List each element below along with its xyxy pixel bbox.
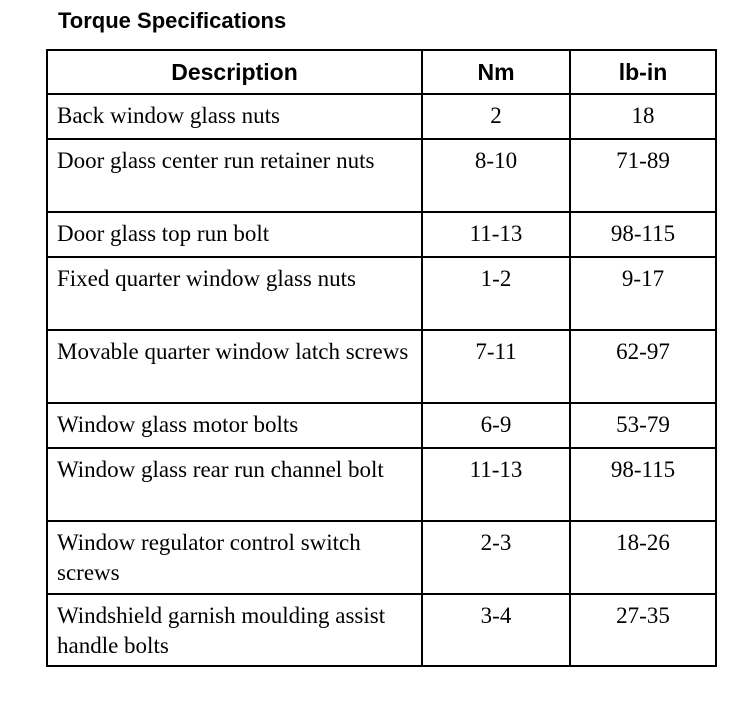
row-description: Windshield garnish moulding assist handle bolts (47, 594, 422, 666)
row-description: Back window glass nuts (47, 94, 422, 139)
row-lbin: 53-79 (570, 403, 716, 448)
table-row (47, 257, 716, 330)
row-lbin: 98-115 (570, 448, 716, 521)
table-row (47, 330, 716, 403)
table-row (47, 448, 716, 521)
row-lbin: 18-26 (570, 521, 716, 594)
row-description: Window glass rear run channel bolt (47, 448, 422, 521)
row-description: Movable quarter window latch screws (47, 330, 422, 403)
row-description: Fixed quarter window glass nuts (47, 257, 422, 330)
row-nm: 1-2 (422, 257, 570, 330)
row-lbin: 62-97 (570, 330, 716, 403)
table-header-row (47, 50, 716, 94)
row-description: Door glass center run retainer nuts (47, 139, 422, 212)
header-lbin: lb-in (570, 50, 716, 94)
row-lbin: 98-115 (570, 212, 716, 257)
row-lbin: 27-35 (570, 594, 716, 666)
row-nm: 2-3 (422, 521, 570, 594)
table-row (47, 139, 716, 212)
table-row (47, 403, 716, 448)
row-lbin: 18 (570, 94, 716, 139)
row-nm: 11-13 (422, 448, 570, 521)
table-row (47, 594, 716, 666)
row-description: Window regulator control switch screws (47, 521, 422, 594)
header-description: Description (47, 50, 422, 94)
torque-spec-table (46, 49, 717, 667)
row-nm: 3-4 (422, 594, 570, 666)
row-description: Door glass top run bolt (47, 212, 422, 257)
header-nm: Nm (422, 50, 570, 94)
row-description: Window glass motor bolts (47, 403, 422, 448)
row-nm: 2 (422, 94, 570, 139)
table-row (47, 94, 716, 139)
row-nm: 11-13 (422, 212, 570, 257)
row-nm: 6-9 (422, 403, 570, 448)
row-lbin: 71-89 (570, 139, 716, 212)
table-row (47, 212, 716, 257)
row-nm: 8-10 (422, 139, 570, 212)
table-row (47, 521, 716, 594)
page-title: Torque Specifications (58, 8, 287, 33)
row-nm: 7-11 (422, 330, 570, 403)
row-lbin: 9-17 (570, 257, 716, 330)
